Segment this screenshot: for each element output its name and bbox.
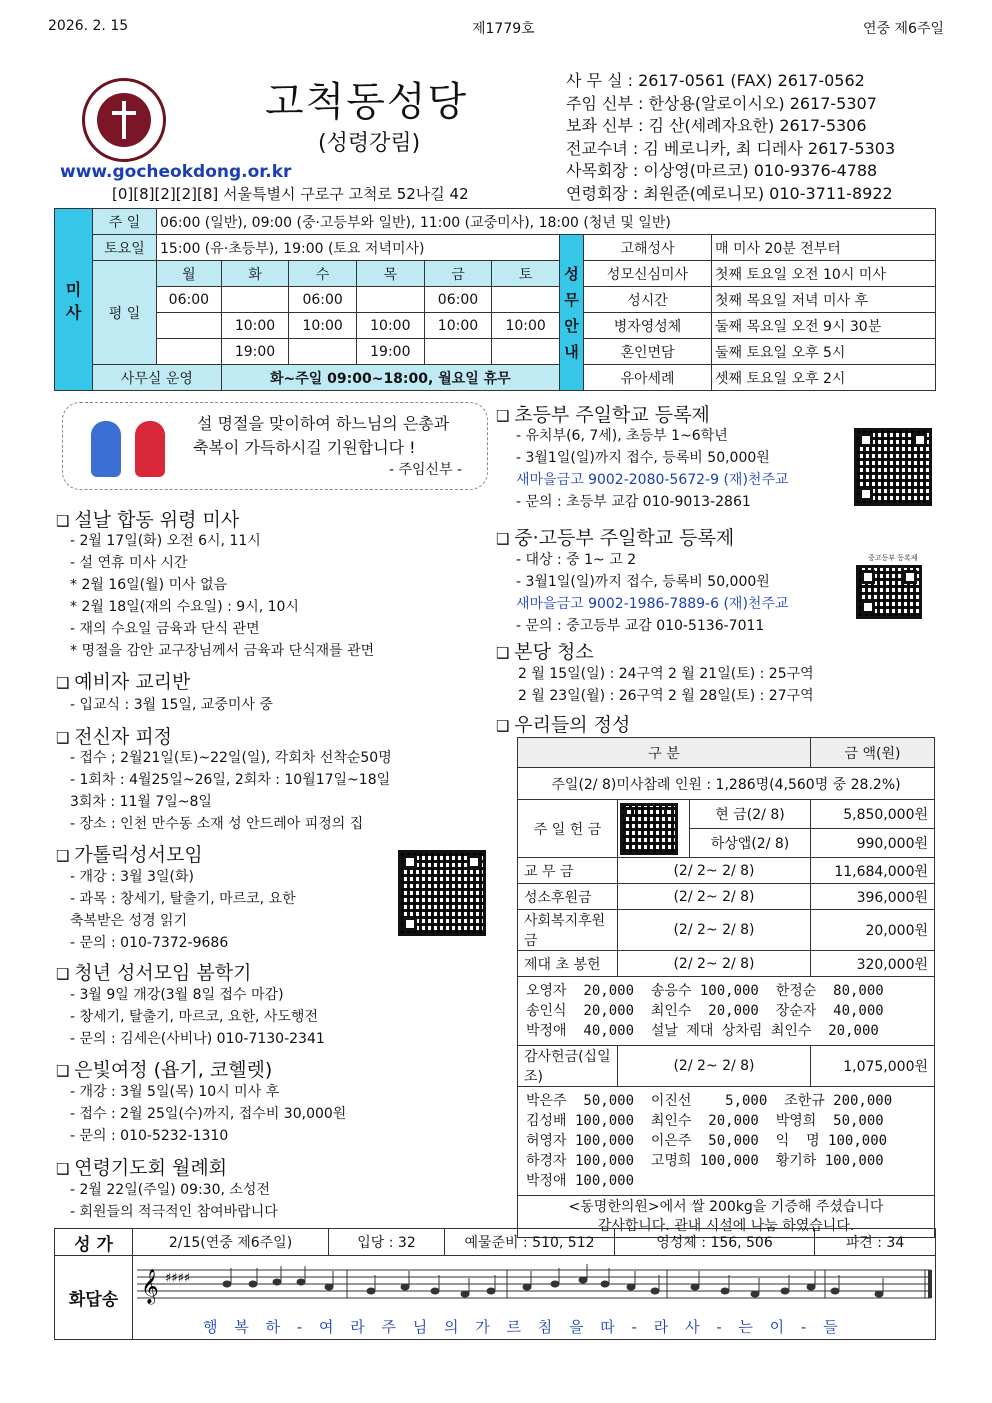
- music-note: [551, 1281, 560, 1288]
- hymn-entrance: 입당 : 32: [329, 1229, 445, 1256]
- section-line: 2 월 15일(일) : 24구역 2 월 21일(토) : 25구역: [518, 666, 814, 682]
- parish-name: 고척동성당: [265, 79, 469, 125]
- contacts: [566, 70, 936, 205]
- section-line: 축복받은 성경 읽기: [70, 913, 188, 929]
- sacrament-side-label: 성 무 안 내: [560, 235, 584, 391]
- music-note: [627, 1284, 636, 1291]
- music-note: [831, 1288, 840, 1295]
- offering-amount: 396,000원: [811, 884, 935, 910]
- mass-time: [492, 339, 560, 365]
- offering-period: (2/ 2~ 2/ 8): [618, 884, 811, 910]
- section-line: - 3월1일(일)까지 접수, 등록비 50,000원: [516, 574, 770, 590]
- music-note: [601, 1281, 610, 1288]
- office-hours: 화~주일 09:00~18:00, 월요일 휴무: [221, 365, 559, 391]
- top-line: [48, 18, 944, 40]
- mass-time: 06:00: [289, 287, 357, 313]
- offering-amount: 320,000원: [811, 951, 935, 977]
- responsorial-psalm: [54, 1255, 936, 1340]
- qr-code[interactable]: [854, 428, 932, 506]
- section-line: 새마을금고 9002-2080-5672-9 (재)천주교: [516, 472, 789, 488]
- section-line: - 개강 : 3월 3일(화): [70, 869, 194, 885]
- mass-time: 10:00: [356, 313, 424, 339]
- col-header: 구 분: [518, 738, 811, 768]
- mass-schedule-table: [54, 208, 936, 391]
- offering-amount: 11,684,000원: [811, 858, 935, 884]
- cash-value: 5,850,000원: [811, 800, 935, 829]
- section-line: - 2월 17일(화) 오전 6시, 11시: [70, 533, 261, 549]
- offering-amount: 1,075,000원: [811, 1046, 935, 1087]
- section-line: - 입교식 : 3월 15일, 교중미사 중: [70, 697, 273, 713]
- contact-line: 사목회장 : 이상영(마르코) 010-9376-4788: [566, 161, 878, 180]
- section-line: - 2월 22일(주일) 09:30, 소성전: [70, 1182, 270, 1198]
- music-note: [461, 1291, 470, 1298]
- section-line: - 3월1일(일)까지 접수, 등록비 50,000원: [516, 450, 770, 466]
- music-staff: [135, 1262, 935, 1312]
- sunday-times: 06:00 (일반), 09:00 (중·고등부와 일반), 11:00 (교중미사), 18:00 (청년 및 일반): [157, 209, 936, 235]
- sacrament-name: 유아세례: [584, 365, 712, 391]
- candle-donors: [518, 977, 935, 1046]
- sacrament-name: 병자영성체: [584, 313, 712, 339]
- music-note: [297, 1279, 306, 1286]
- donor-line: 박정애 40,000 설날 제대 상차림 최인수 20,000: [526, 1023, 879, 1039]
- address: [0][8][2][2][8] 서울특별시 구로구 고척로 52나길 42: [112, 185, 469, 203]
- qr-code[interactable]: [856, 565, 922, 619]
- music-note: [651, 1288, 660, 1295]
- day-header: 목: [356, 261, 424, 287]
- attendance: 주일(2/ 8)미사참례 인원 : 1,286명(4,560명 중 28.2%): [518, 768, 935, 800]
- section-line: * 명절을 감안 교구장님께서 금육과 단식재를 관면: [70, 643, 375, 659]
- greeting-line: 설 명절을 맞이하여 하느님의 은총과: [197, 414, 450, 433]
- mass-time: [157, 313, 222, 339]
- contact-line: 연령회장 : 최원준(예로니모) 010-3711-8922: [566, 183, 893, 203]
- section-title: ❑ 전신자 피정: [56, 722, 172, 749]
- tithe-donors: [518, 1087, 935, 1196]
- hymn-dismissal: 파견 : 34: [815, 1229, 936, 1256]
- section-line: - 문의 : 010-7372-9686: [70, 935, 229, 951]
- donor-line: 허영자 100,000 이은주 50,000 익 명 100,000: [526, 1133, 888, 1149]
- contact-line: 주임 신부 : 한상용(알로이시오) 2617-5307: [566, 93, 877, 113]
- mass-time: [221, 287, 289, 313]
- weekday-label: 평 일: [93, 261, 157, 365]
- contact-line: 전교수녀 : 김 베로니카, 최 디레사 2617-5303: [566, 138, 896, 158]
- sacrament-name: 혼인면담: [584, 339, 712, 365]
- day-header: 수: [289, 261, 357, 287]
- offering-period: (2/ 2~ 2/ 8): [618, 1046, 811, 1087]
- sacrament-time: 매 미사 20분 전부터: [712, 235, 936, 261]
- offering-period: (2/ 2~ 2/ 8): [618, 858, 811, 884]
- psalm-label: 화답송: [55, 1256, 133, 1339]
- music-note: [781, 1288, 790, 1295]
- music-note: [691, 1284, 700, 1291]
- saturday-label: 토요일: [93, 235, 157, 261]
- mass-time: 10:00: [424, 313, 492, 339]
- offering-name: 교 무 금: [518, 858, 618, 884]
- offering-name: 사회복지후원금: [518, 910, 618, 951]
- donor-line: 김성배 100,000 최인수 20,000 박영희 50,000: [526, 1113, 884, 1129]
- section-title: ❑ 청년 성서모임 봄학기: [56, 958, 251, 985]
- music-note: [579, 1277, 588, 1284]
- mass-time: [492, 287, 560, 313]
- music-note: [367, 1288, 376, 1295]
- day-header: 화: [221, 261, 289, 287]
- sunday-offering-label: 주 일 헌 금: [518, 800, 618, 858]
- section-line: - 유치부(6, 7세), 초등부 1~6학년: [516, 428, 728, 444]
- sacrament-name: 성모신심미사: [584, 261, 712, 287]
- section-line: - 개강 : 3월 5일(목) 10시 미사 후: [70, 1084, 280, 1100]
- donor-line: 송인식 20,000 최인수 20,000 장순자 40,000: [526, 1003, 884, 1019]
- boy-figure: [91, 421, 121, 477]
- section-line: * 2월 16일(월) 미사 없음: [70, 577, 228, 593]
- hymn-offertory: 예물준비 : 510, 512: [445, 1229, 615, 1256]
- qr-code[interactable]: [620, 803, 678, 855]
- section-line: * 2월 18일(재의 수요일) : 9시, 10시: [70, 599, 299, 615]
- section-title: ❑ 중·고등부 주일학교 등록제: [496, 523, 734, 550]
- section-line: 3회차 : 11월 7일~8일: [70, 794, 212, 810]
- mass-time: 19:00: [221, 339, 289, 365]
- music-note: [875, 1291, 884, 1298]
- section-title: ❑ 은빛여정 (욥기, 코헬렛): [56, 1055, 272, 1082]
- section-line: - 장소 : 인천 만수동 소재 성 안드레아 피정의 집: [70, 816, 364, 832]
- svg-text:𝄞: 𝄞: [141, 1269, 159, 1304]
- sunday-label: 주 일: [93, 209, 157, 235]
- sacrament-time: 둘째 토요일 오후 5시: [712, 339, 936, 365]
- section-line: - 대상 : 중 1~ 고 2: [516, 552, 637, 568]
- sacrament-name: 고해성사: [584, 235, 712, 261]
- mass-time: 10:00: [289, 313, 357, 339]
- section-line: - 1회차 : 4월25일~26일, 2회차 : 10월17일~18일: [70, 772, 391, 788]
- section-line: 2 월 23일(월) : 26구역 2 월 28일(토) : 27구역: [518, 688, 814, 704]
- offering-name: 감사헌금(십일조): [518, 1046, 618, 1087]
- sacrament-time: 셋째 토요일 오후 2시: [712, 365, 936, 391]
- mass-side-label: 미 사: [55, 209, 93, 391]
- greeting-sign: - 주임신부 -: [389, 462, 463, 478]
- svg-text:♯♯♯♯: ♯♯♯♯: [165, 1271, 191, 1286]
- section-line: - 문의 : 초등부 교감 010-9013-2861: [516, 494, 751, 510]
- section-title: ❑ 설날 합동 위령 미사: [56, 505, 239, 532]
- offering-amount: 20,000원: [811, 910, 935, 951]
- parish-subtitle: (성령강림): [318, 131, 421, 156]
- section-line: - 접수 : 2월 25일(수)까지, 접수비 30,000원: [70, 1106, 347, 1122]
- section-line: - 접수 ; 2월21일(토)~22일(일), 각회차 선착순50명: [70, 750, 392, 766]
- app-label: 하상앱(2/ 8): [690, 829, 811, 858]
- liturgical-week: 연중 제6주일: [863, 21, 944, 37]
- section-title: ❑ 본당 청소: [496, 637, 594, 664]
- donor-line: 박정애 100,000: [526, 1173, 635, 1189]
- mass-time: [289, 339, 357, 365]
- music-note: [223, 1281, 232, 1288]
- section-title: ❑ 가톨릭성서모임: [56, 840, 203, 867]
- girl-figure: [135, 421, 165, 477]
- mass-time: [157, 339, 222, 365]
- issue-date: 2026. 2. 15: [48, 18, 129, 34]
- offering-name: 제대 초 봉헌: [518, 951, 618, 977]
- mass-time: 10:00: [492, 313, 560, 339]
- hymn-label: 성 가: [55, 1229, 133, 1256]
- qr-code[interactable]: [398, 850, 486, 936]
- section-line: - 재의 수요일 금육과 단식 관면: [70, 621, 260, 637]
- note-line: 감사합니다. 관내 시설에 나눔 하였습니다.: [597, 1217, 855, 1234]
- mass-time: [356, 287, 424, 313]
- section-line: - 과목 : 창세기, 탈출기, 마르코, 요한: [70, 891, 296, 907]
- music-note: [273, 1279, 282, 1286]
- section-line: - 창세기, 탈출기, 마르코, 요한, 사도행전: [70, 1009, 318, 1025]
- section-title: ❑ 우리들의 정성: [496, 710, 630, 737]
- note-line: <동명한의원>에서 쌀 200kg을 기증해 주셨습니다: [568, 1198, 884, 1215]
- contact-line: 보좌 신부 : 김 산(세례자요한) 2617-5306: [566, 116, 867, 135]
- contact-line: 사 무 실 : 2617-0561 (FAX) 2617-0562: [566, 71, 865, 90]
- office-label: 사무실 운영: [93, 365, 222, 391]
- music-note: [487, 1288, 496, 1295]
- section-line: - 문의 : 010-5232-1310: [70, 1128, 229, 1144]
- section-line: - 문의 : 김세은(사비나) 010-7130-2341: [70, 1031, 325, 1047]
- section-line: - 3월 9일 개강(3월 8일 접수 마감): [70, 987, 284, 1003]
- mass-time: 10:00: [221, 313, 289, 339]
- day-header: 토: [492, 261, 560, 287]
- qr-caption: 중고등부 등록제: [868, 554, 918, 562]
- mass-time: [424, 339, 492, 365]
- music-note: [249, 1281, 258, 1288]
- issue-number: 제1779호: [472, 21, 535, 37]
- offerings-table: [517, 737, 935, 1238]
- cash-label: 현 금(2/ 8): [690, 800, 811, 829]
- hymn-communion: 영성체 : 156, 506: [615, 1229, 815, 1256]
- music-note: [751, 1291, 760, 1298]
- mass-time: 06:00: [157, 287, 222, 313]
- section-line: - 설 연휴 미사 시간: [70, 555, 188, 571]
- donor-line: 박은주 50,000 이진선 5,000 조한규 200,000: [526, 1093, 893, 1109]
- website-link[interactable]: www.gocheokdong.or.kr: [60, 162, 292, 182]
- col-header: 금 액(원): [811, 738, 935, 768]
- music-note: [431, 1288, 440, 1295]
- greeting-box: [62, 402, 488, 490]
- music-note: [721, 1288, 730, 1295]
- section-title: ❑ 초등부 주일학교 등록제: [496, 400, 710, 427]
- donor-line: 오영자 20,000 송응수 100,000 한정순 80,000: [526, 983, 884, 999]
- sacrament-time: 첫째 목요일 저녁 미사 후: [712, 287, 936, 313]
- sacrament-time: 첫째 토요일 오전 10시 미사: [712, 261, 936, 287]
- parish-logo: [82, 78, 166, 162]
- offering-period: (2/ 2~ 2/ 8): [618, 910, 811, 951]
- offering-name: 성소후원금: [518, 884, 618, 910]
- mass-time: 19:00: [356, 339, 424, 365]
- day-header: 월: [157, 261, 222, 287]
- sacrament-name: 성시간: [584, 287, 712, 313]
- mass-time: 06:00: [424, 287, 492, 313]
- hymn-table: [54, 1228, 936, 1256]
- section-title: ❑ 연령기도회 월례회: [56, 1153, 227, 1180]
- section-line: - 문의 : 중고등부 교감 010-5136-7011: [516, 618, 765, 634]
- music-note: [325, 1284, 334, 1291]
- saturday-times: 15:00 (유·초등부), 19:00 (토요 저녁미사): [157, 235, 560, 261]
- sacrament-time: 둘째 목요일 오전 9시 30분: [712, 313, 936, 339]
- day-header: 금: [424, 261, 492, 287]
- music-note: [523, 1284, 532, 1291]
- greeting-line: 축복이 가득하시길 기원합니다 !: [193, 438, 416, 457]
- hymn-date: 2/15(연중 제6주일): [133, 1229, 329, 1256]
- psalm-lyrics: 행 복 하 - 여 라 주 님 의 가 르 침 을 따 - 라 사 - 는 이 - 들: [203, 1318, 844, 1336]
- section-line: - 회원들의 적극적인 참여바랍니다: [70, 1204, 278, 1220]
- offering-period: (2/ 2~ 2/ 8): [618, 951, 811, 977]
- section-line: 새마을금고 9002-1986-7889-6 (재)천주교: [516, 596, 789, 612]
- section-title: ❑ 예비자 교리반: [56, 667, 190, 694]
- music-note: [401, 1284, 410, 1291]
- app-value: 990,000원: [811, 829, 935, 858]
- music-note: [807, 1284, 816, 1291]
- donor-line: 하경자 100,000 고명희 100,000 황기하 100,000: [526, 1153, 884, 1169]
